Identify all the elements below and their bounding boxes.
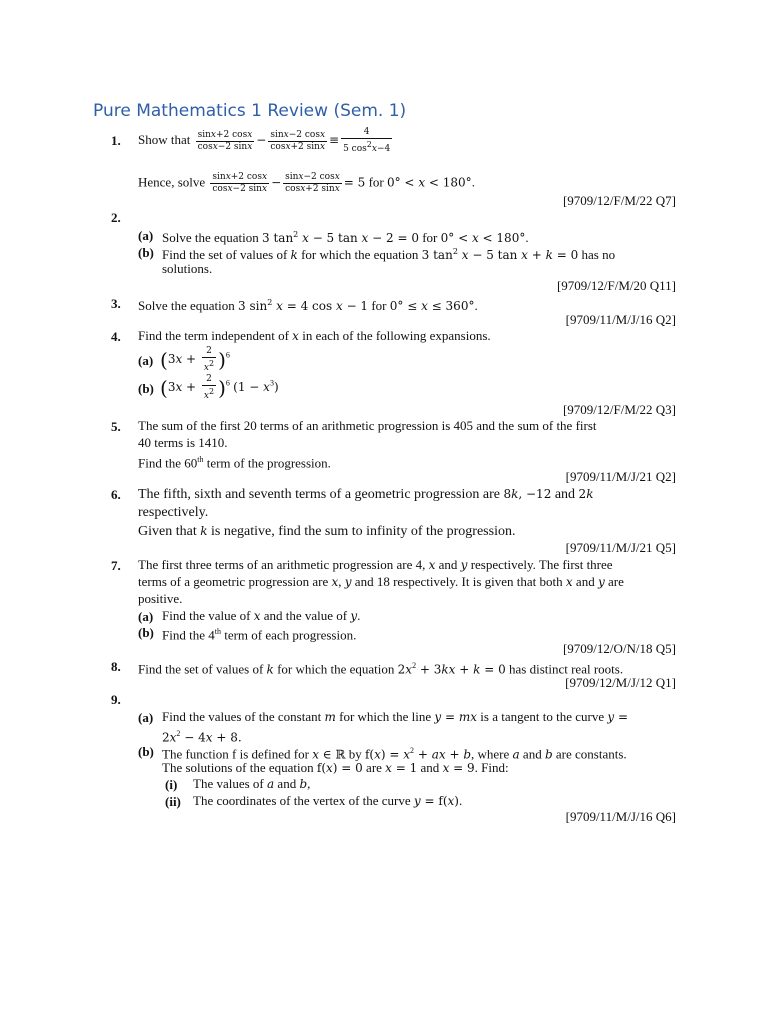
question-number: 5.	[111, 419, 121, 434]
part-label: (b)	[138, 744, 154, 759]
q3-text: Solve the equation 3 $\sin^2 x = 4$ cos x − 1 for 0° ≤ x ≤ 360°.	[138, 298, 478, 313]
q9b-line2: The solutions of the equation f(x) = 0 are x = 1 and x = 9. Find:	[162, 760, 509, 775]
q2a-text: Solve the equation 3 $\tan^2 x - 5$ tan x − 2 = 0 for 0° < x < 180°.	[162, 230, 529, 245]
q7b-text: Find the 4th term of each progression.	[162, 627, 357, 643]
q9a-text-cont: $2x^2 - 4x + 8$.	[162, 729, 242, 745]
subpart-label: (ii)	[165, 794, 181, 809]
question-number: 1.	[111, 133, 121, 148]
q7a-text: Find the value of x and the value of y.	[162, 608, 361, 623]
q9b-text: The function f is defined for x ∈ ℝ by $f(x) = x^2$ + ax + b, where a and b are constants.	[162, 746, 627, 762]
part-label: (b)	[138, 245, 154, 260]
question-reference: [9709/12/F/M/22 Q3]	[562, 402, 676, 417]
part-label: (a)	[138, 228, 154, 243]
q7-line2: terms of a geometric progression are x, y and 18 respectively. It is given that both x and y are	[138, 574, 624, 589]
q1-hence: Hence, solve $\frac{\sin x+2 \cos x}{\cos x-2 \sin x}$ − $\frac{\sin x-2 \cos x}{\cos x+2 \sin x}$ = 5 for 0° < x < 180°.	[138, 172, 475, 194]
q5-line3: Find the 60th term of the progression.	[138, 455, 331, 471]
q9a-text: Find the values of the constant m for which the line y = mx is a tangent to the curve y =	[162, 709, 629, 724]
q2b-text-cont: solutions.	[162, 261, 213, 276]
q4b-expression: (3x + $\frac{2}{x^2}$ )$^6$ $(1 - x^3)$	[160, 374, 279, 401]
question-reference: [9709/11/M/J/16 Q6]	[565, 809, 676, 824]
part-label: (a)	[138, 353, 154, 368]
q9bi-text: The values of a and b,	[193, 776, 311, 791]
question-number: 7.	[111, 558, 121, 573]
q6-line2: respectively.	[138, 505, 209, 520]
q5-line2: 40 terms is 1410.	[138, 435, 228, 450]
question-reference: [9709/11/M/J/21 Q2]	[565, 469, 676, 484]
question-reference: [9709/12/F/M/22 Q7]	[562, 193, 676, 208]
q7-line3: positive.	[138, 591, 183, 606]
page-title: Pure Mathematics 1 Review (Sem. 1)	[93, 101, 407, 121]
subpart-label: (i)	[165, 777, 178, 792]
question-reference: [9709/12/F/M/20 Q11]	[556, 278, 676, 293]
q6-line1: The fifth, sixth and seventh terms of a geometric progression are 8k, −12 and 2k	[138, 487, 594, 502]
question-reference: [9709/11/M/J/21 Q5]	[565, 540, 676, 555]
question-reference: [9709/12/M/J/12 Q1]	[565, 675, 676, 690]
part-label: (a)	[138, 609, 154, 624]
q7-line1: The first three terms of an arithmetic progression are 4, x and y respectively. The first three	[138, 557, 613, 572]
q5-line1: The sum of the first 20 terms of an arithmetic progression is 405 and the sum of the first	[138, 418, 597, 433]
question-number: 4.	[111, 329, 121, 344]
question-number: 8.	[111, 659, 121, 674]
question-reference: [9709/12/O/N/18 Q5]	[562, 641, 676, 656]
q6-line3: Given that k is negative, find the sum to infinity of the progression.	[138, 524, 516, 539]
q8-text: Find the set of values of k for which the equation $2x^2 + 3kx + k = 0$ has distinct real roots.	[138, 661, 624, 677]
q4-text: Find the term independent of x in each of the following expansions.	[138, 328, 491, 343]
question-number: 9.	[111, 692, 121, 707]
question-reference: [9709/11/M/J/16 Q2]	[565, 312, 676, 327]
q9bii-text: The coordinates of the vertex of the curve y = f(x).	[193, 793, 463, 808]
part-label: (b)	[138, 381, 154, 396]
part-label: (a)	[138, 710, 154, 725]
question-number: 3.	[111, 296, 121, 311]
part-label: (b)	[138, 625, 154, 640]
q2b-text: Find the set of values of k for which the equation 3 $\tan^2 x - 5$ tan x + k = 0 has no	[162, 247, 616, 262]
q4a-expression: (3x + $\frac{2}{x^2}$ )$^6$	[160, 346, 230, 373]
question-number: 6.	[111, 487, 121, 502]
question-number: 2.	[111, 210, 121, 225]
q1-statement: Show that $\frac{\sin x+2 \cos x}{\cos x-2 \sin x}$ − $\frac{\sin x-2 \cos x}{\cos x+2 \sin x}$ ≡ $\frac{4}{5 \cos^2x-4}$	[138, 127, 391, 154]
